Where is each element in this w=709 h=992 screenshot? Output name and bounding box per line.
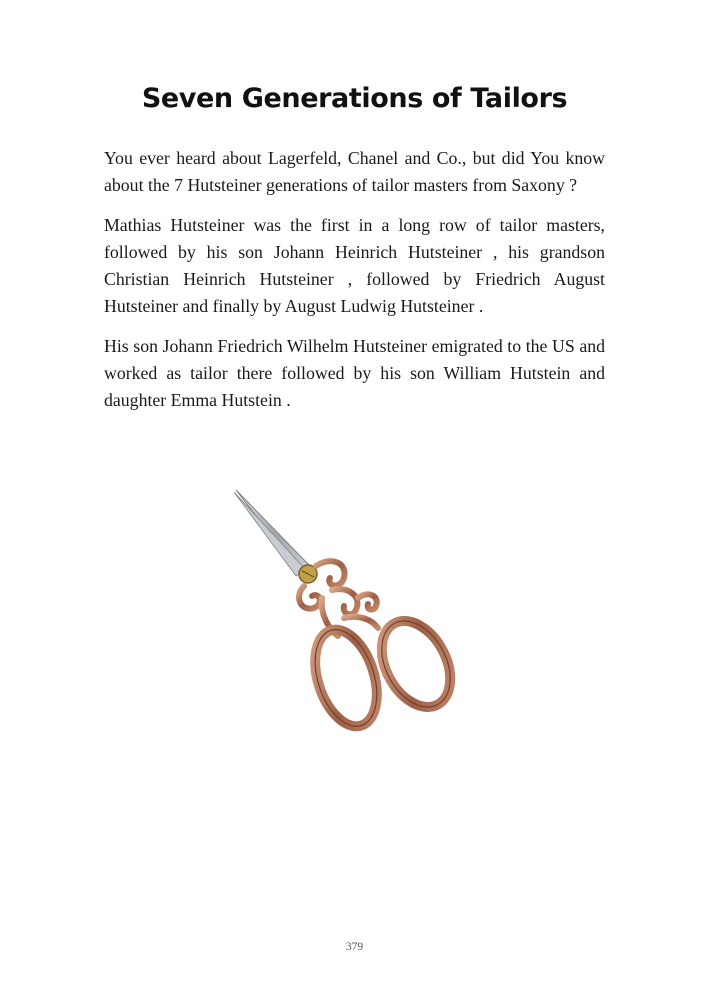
- paragraph-emigration: His son Johann Friedrich Wilhelm Hutsteiner emigrated to the US and worked as tailor there followed by his son William Hutstein and daughter Emma Hutstein .: [104, 336, 605, 410]
- body-text: [104, 145, 605, 427]
- blade-lower-icon: [234, 492, 306, 576]
- paragraph-lineage: Mathias Hutsteiner was the first in a long row of tailor masters, followed by his son Johann Heinrich Hutsteiner , his grandson Christian Heinrich Hutsteiner , followed by Friedrich August Hutsteiner and finally by August Ludwig Hutsteiner .: [104, 215, 605, 316]
- page-number: 379: [345, 941, 364, 953]
- ornate-scissors-icon: [220, 486, 470, 734]
- ring-right-icon: [368, 609, 464, 718]
- paragraph-intro: You ever heard about Lagerfeld, Chanel and Co., but did You know about the 7 Hutsteiner generations of tailor masters from Saxony ?: [104, 148, 605, 195]
- page-title: Seven Generations of Tailors: [141, 83, 568, 114]
